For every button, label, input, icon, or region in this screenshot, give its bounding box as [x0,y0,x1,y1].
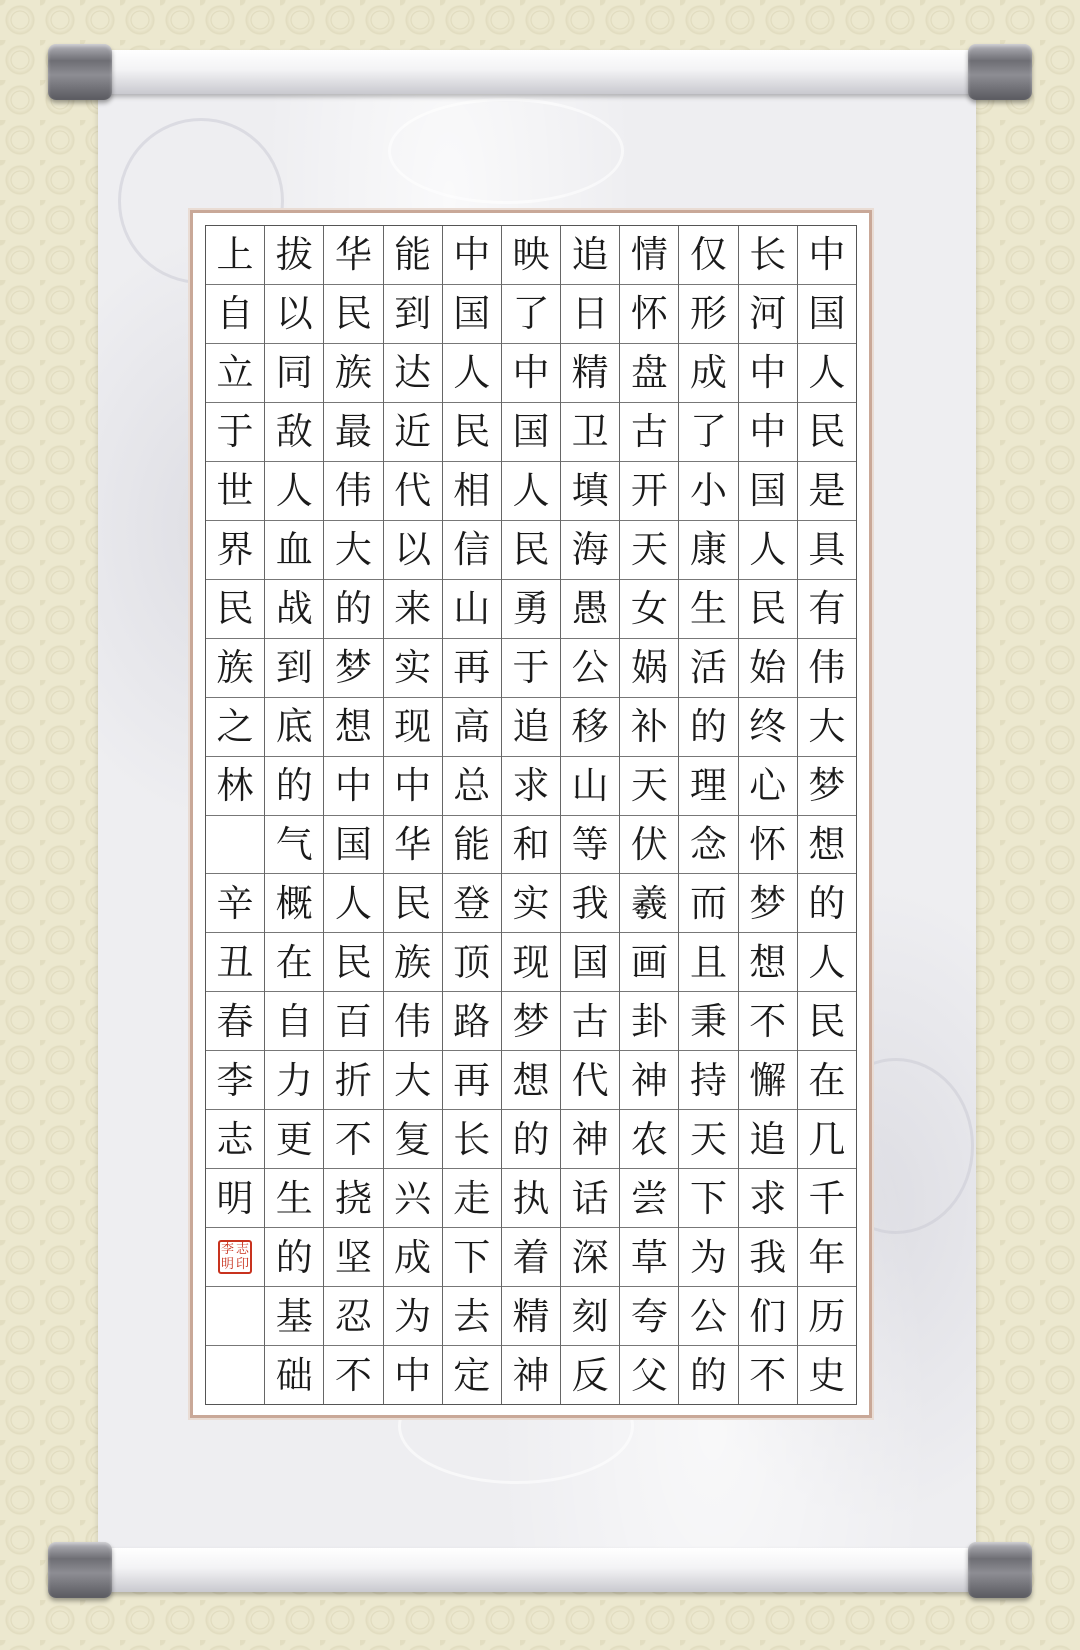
character-cell: 以 [384,521,442,580]
seal-character: 印 [236,1257,250,1273]
character-cell: 人 [443,344,501,403]
character-cell: 终 [739,698,797,757]
character-cell: 神 [620,1051,678,1110]
character-cell: 现 [502,933,560,992]
character-cell: 相 [443,462,501,521]
character-cell: 我 [739,1228,797,1287]
text-column [383,226,442,1404]
character-cell: 伟 [324,462,382,521]
character-cell: 神 [561,1110,619,1169]
character-cell: 活 [679,639,737,698]
character-cell: 古 [561,992,619,1051]
character-cell: 之 [206,698,264,757]
character-cell: 情 [620,226,678,285]
character-cell: 民 [443,403,501,462]
character-cell: 概 [265,874,323,933]
character-cell: 追 [561,226,619,285]
character-cell: 中 [443,226,501,285]
character-cell: 华 [384,816,442,875]
character-cell: 自 [206,285,264,344]
character-cell: 登 [443,874,501,933]
character-cell: 求 [739,1169,797,1228]
character-cell: 中 [739,344,797,403]
text-column [206,226,264,1404]
character-cell: 始 [739,639,797,698]
character-cell: 画 [620,933,678,992]
character-cell: 公 [561,639,619,698]
character-cell: 和 [502,816,560,875]
character-cell: 长 [443,1110,501,1169]
character-cell: 世 [206,462,264,521]
character-cell: 有 [798,580,856,639]
character-cell: 山 [561,757,619,816]
character-cell: 国 [502,403,560,462]
character-cell: 古 [620,403,678,462]
character-cell: 天 [620,521,678,580]
character-cell: 天 [679,1110,737,1169]
character-cell: 折 [324,1051,382,1110]
text-column [264,226,323,1404]
character-cell: 历 [798,1287,856,1346]
text-column [442,226,501,1404]
character-cell: 的 [265,757,323,816]
character-cell: 盘 [620,344,678,403]
character-cell: 拔 [265,226,323,285]
character-cell: 想 [502,1051,560,1110]
character-cell: 具 [798,521,856,580]
character-cell: 林 [206,757,264,816]
character-cell: 大 [324,521,382,580]
character-cell: 再 [443,639,501,698]
character-cell: 李 [206,1051,264,1110]
character-cell: 史 [808,1353,846,1397]
text-column [738,226,797,1404]
character-cell: 精 [502,1287,560,1346]
character-cell: 了 [502,285,560,344]
character-cell: 理 [679,757,737,816]
character-cell: 民 [384,874,442,933]
character-cell: 国 [739,462,797,521]
character-cell: 不 [334,1353,372,1397]
character-cell: 路 [443,992,501,1051]
character-cell: 国 [798,285,856,344]
character-cell: 能 [384,226,442,285]
character-cell: 国 [443,285,501,344]
seal-character: 李 [221,1242,235,1258]
character-cell: 顶 [443,933,501,992]
character-cell: 追 [502,698,560,757]
character-cell: 立 [206,344,264,403]
character-cell: 持 [679,1051,737,1110]
character-cell: 春 [206,992,264,1051]
rod-end-cap-left [48,44,112,100]
character-cell: 梦 [324,639,382,698]
character-cell: 不 [739,992,797,1051]
character-cell: 话 [561,1169,619,1228]
character-cell: 总 [443,757,501,816]
character-cell: 实 [502,874,560,933]
character-cell: 开 [620,462,678,521]
character-cell: 忍 [324,1287,382,1346]
character-cell: 下 [679,1169,737,1228]
empty-cell [206,1346,264,1404]
character-cell: 填 [561,462,619,521]
character-cell: 辛 [206,874,264,933]
character-cell: 血 [265,521,323,580]
character-cell: 求 [502,757,560,816]
empty-cell [206,816,264,875]
character-cell: 民 [502,521,560,580]
character-cell: 中 [739,403,797,462]
text-column [323,226,382,1404]
character-cell: 坚 [324,1228,382,1287]
character-cell: 民 [798,992,856,1051]
character-cell: 于 [502,639,560,698]
character-cell: 女 [620,580,678,639]
character-cell: 气 [265,816,323,875]
character-cell: 以 [265,285,323,344]
character-cell: 映 [502,226,560,285]
character-cell: 是 [798,462,856,521]
character-cell: 移 [561,698,619,757]
character-cell: 人 [798,933,856,992]
character-cell: 兴 [384,1169,442,1228]
character-cell: 的 [265,1228,323,1287]
character-cell: 到 [384,285,442,344]
character-cell: 公 [679,1287,737,1346]
character-cell: 我 [561,874,619,933]
character-cell: 来 [384,580,442,639]
character-cell: 同 [265,344,323,403]
character-cell: 丑 [206,933,264,992]
text-column [501,226,560,1404]
character-cell: 中 [394,1353,432,1397]
character-cell: 战 [265,580,323,639]
character-cell: 挠 [324,1169,382,1228]
character-cell: 梦 [502,992,560,1051]
character-cell: 国 [561,933,619,992]
character-cell: 中 [502,344,560,403]
character-cell: 华 [324,226,382,285]
character-cell: 去 [443,1287,501,1346]
rod-end-cap-right [968,1542,1032,1598]
character-cell: 心 [739,757,797,816]
character-cell: 成 [384,1228,442,1287]
character-cell: 卦 [620,992,678,1051]
character-cell: 信 [443,521,501,580]
character-cell: 娲 [620,639,678,698]
character-cell: 的 [324,580,382,639]
character-cell: 中 [384,757,442,816]
character-cell: 中 [324,757,382,816]
character-cell: 定 [453,1353,491,1397]
character-cell: 康 [679,521,737,580]
character-cell: 高 [443,698,501,757]
character-cell: 勇 [502,580,560,639]
character-cell: 不 [324,1110,382,1169]
character-cell: 秉 [679,992,737,1051]
character-cell: 生 [265,1169,323,1228]
character-cell: 卫 [561,403,619,462]
character-cell: 们 [739,1287,797,1346]
character-cell: 人 [739,521,797,580]
character-cell: 成 [679,344,737,403]
character-cell: 怀 [620,285,678,344]
text-column [560,226,619,1404]
character-cell: 愚 [561,580,619,639]
character-cell: 懈 [739,1051,797,1110]
character-cell: 小 [679,462,737,521]
character-cell: 神 [512,1353,550,1397]
character-cell: 天 [620,757,678,816]
character-cell: 深 [561,1228,619,1287]
character-cell: 父 [630,1353,668,1397]
character-cell: 几 [798,1110,856,1169]
character-cell: 大 [798,698,856,757]
character-cell: 在 [798,1051,856,1110]
character-cell: 反 [571,1353,609,1397]
seal-character: 志 [236,1242,250,1258]
character-cell: 人 [324,874,382,933]
character-cell: 想 [324,698,382,757]
character-cell: 的 [679,698,737,757]
character-cell: 下 [443,1228,501,1287]
character-cell: 念 [679,816,737,875]
character-cell: 明 [206,1169,264,1228]
character-cell: 复 [384,1110,442,1169]
character-cell: 草 [620,1228,678,1287]
character-cell: 刻 [561,1287,619,1346]
character-cell: 伟 [384,992,442,1051]
character-cell: 族 [384,933,442,992]
character-cell: 百 [324,992,382,1051]
character-cell: 现 [384,698,442,757]
character-cell: 达 [384,344,442,403]
text-column [678,226,737,1404]
character-cell: 形 [679,285,737,344]
text-column [619,226,678,1404]
character-cell: 力 [265,1051,323,1110]
character-cell: 民 [206,580,264,639]
character-cell: 族 [206,639,264,698]
character-cell: 大 [384,1051,442,1110]
empty-cell [206,1287,264,1346]
character-cell: 敌 [265,403,323,462]
character-cell: 于 [206,403,264,462]
character-cell: 千 [798,1169,856,1228]
character-cell: 自 [265,992,323,1051]
bottom-scroll-rod [60,1548,1020,1592]
character-cell: 更 [265,1110,323,1169]
character-cell: 民 [739,580,797,639]
character-cell: 的 [798,874,856,933]
seal-cell [206,1228,264,1287]
character-cell: 年 [798,1228,856,1287]
top-scroll-rod [60,50,1020,94]
character-cell: 日 [561,285,619,344]
character-cell: 不 [749,1353,787,1397]
character-cell: 最 [324,403,382,462]
character-cell: 追 [739,1110,797,1169]
character-cell: 上 [206,226,264,285]
character-cell: 底 [265,698,323,757]
character-cell: 础 [275,1353,313,1397]
character-cell: 生 [679,580,737,639]
character-cell: 能 [443,816,501,875]
character-cell: 中 [798,226,856,285]
rod-end-cap-left [48,1542,112,1598]
seal-character: 明 [221,1257,235,1273]
character-cell: 着 [502,1228,560,1287]
character-cell: 梦 [739,874,797,933]
character-cell: 精 [561,344,619,403]
character-cell: 为 [679,1228,737,1287]
character-cell: 长 [739,226,797,285]
character-cell: 再 [443,1051,501,1110]
character-cell: 山 [443,580,501,639]
character-cell: 想 [798,816,856,875]
character-cell: 民 [324,933,382,992]
character-cell: 界 [206,521,264,580]
character-cell: 近 [384,403,442,462]
calligraphy-frame [190,210,872,1418]
character-cell: 人 [265,462,323,521]
character-cell: 河 [739,285,797,344]
character-cell: 代 [384,462,442,521]
character-cell: 伏 [620,816,678,875]
character-cell: 国 [324,816,382,875]
character-grid [205,225,857,1405]
character-cell: 了 [679,403,737,462]
character-cell: 想 [739,933,797,992]
character-cell: 的 [502,1110,560,1169]
character-cell: 伟 [798,639,856,698]
character-cell: 人 [798,344,856,403]
character-cell: 人 [502,462,560,521]
character-cell: 且 [679,933,737,992]
character-cell: 实 [384,639,442,698]
character-cell: 到 [265,639,323,698]
character-cell: 族 [324,344,382,403]
character-cell: 走 [443,1169,501,1228]
character-cell: 志 [206,1110,264,1169]
character-cell: 羲 [620,874,678,933]
character-cell: 农 [620,1110,678,1169]
character-cell: 仅 [679,226,737,285]
character-cell: 等 [561,816,619,875]
character-cell: 代 [561,1051,619,1110]
character-cell: 补 [620,698,678,757]
character-cell: 为 [384,1287,442,1346]
rod-end-cap-right [968,44,1032,100]
character-cell: 的 [690,1353,728,1397]
character-cell: 基 [265,1287,323,1346]
red-seal-stamp [218,1240,252,1274]
character-cell: 而 [679,874,737,933]
character-cell: 海 [561,521,619,580]
character-cell: 民 [798,403,856,462]
character-cell: 民 [324,285,382,344]
character-cell: 怀 [739,816,797,875]
character-cell: 执 [502,1169,560,1228]
character-cell: 在 [265,933,323,992]
character-cell: 夸 [620,1287,678,1346]
cloud-ornament-top [388,98,624,204]
character-cell: 梦 [798,757,856,816]
text-column [797,226,856,1404]
character-cell: 尝 [620,1169,678,1228]
